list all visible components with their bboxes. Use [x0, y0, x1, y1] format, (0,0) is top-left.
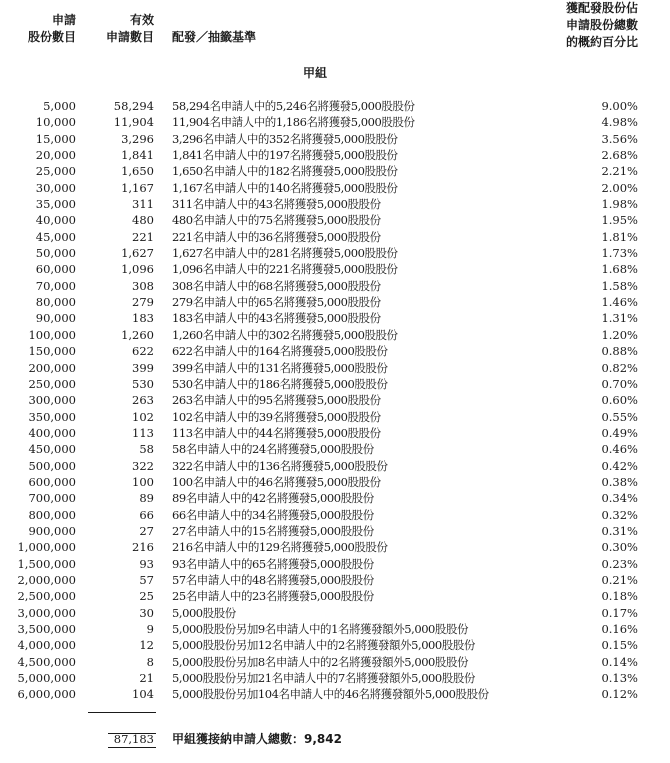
- percentage-cell: 1.95%: [601, 213, 638, 228]
- table-row: [0, 556, 670, 572]
- header-pct-line1: 獲配發股份佔: [565, 1, 638, 15]
- valid-applications-cell: 183: [132, 311, 154, 326]
- valid-applications-cell: 9: [146, 622, 154, 636]
- allotment-basis-cell: 1,650名申請人中的182名將獲發5,000股股份: [172, 164, 398, 179]
- valid-applications-cell: 322: [132, 458, 154, 473]
- shares-applied-cell: 15,000: [35, 131, 76, 146]
- percentage-cell: 1.46%: [601, 295, 638, 310]
- valid-applications-cell: 530: [132, 376, 154, 391]
- valid-applications-cell: 1,650: [121, 164, 154, 179]
- allotment-basis-cell: 279名申請人中的65名將獲發5,000股股份: [172, 295, 381, 310]
- percentage-cell: 1.98%: [601, 197, 638, 212]
- valid-applications-cell: 93: [139, 556, 154, 571]
- allotment-basis-cell: 1,627名申請人中的281名將獲發5,000股股份: [172, 246, 398, 261]
- shares-applied-cell: 1,000,000: [17, 540, 76, 555]
- allotment-basis-cell: 5,000股股份另加104名申請人中的46名將獲發額外5,000股股份: [172, 687, 489, 702]
- table-row: [0, 441, 670, 457]
- header-valid-line2: 申請數目: [105, 30, 154, 44]
- percentage-cell: 1.81%: [601, 229, 638, 244]
- percentage-cell: 0.49%: [601, 425, 638, 440]
- table-row: [0, 654, 670, 670]
- table-row: [0, 572, 670, 588]
- valid-applications-cell: 113: [132, 425, 154, 440]
- valid-applications-cell: 89: [139, 491, 154, 506]
- table-row: [0, 376, 670, 392]
- percentage-cell: 0.17%: [601, 605, 638, 620]
- shares-applied-cell: 3,000,000: [17, 605, 76, 620]
- percentage-cell: 3.56%: [601, 131, 638, 146]
- allotment-basis-cell: 530名申請人中的186名將獲發5,000股股份: [172, 376, 388, 391]
- percentage-cell: 0.32%: [601, 507, 638, 522]
- table-row: [0, 343, 670, 359]
- shares-applied-cell: 1,500,000: [17, 556, 76, 571]
- percentage-cell: 1.73%: [601, 246, 638, 261]
- percentage-cell: 0.12%: [601, 687, 638, 702]
- shares-applied-cell: 300,000: [28, 393, 76, 408]
- table-row: [0, 425, 670, 441]
- table-row: [0, 147, 670, 163]
- total-successful-applicants: 甲組獲接納申請人總數：9,842: [172, 732, 342, 746]
- allotment-basis-cell: 93名申請人中的65名將獲發5,000股股份: [172, 556, 374, 571]
- valid-applications-cell: 263: [132, 393, 154, 408]
- valid-applications-cell: 12: [139, 638, 154, 653]
- allotment-basis-cell: 622名申請人中的164名將獲發5,000股股份: [172, 344, 388, 359]
- header-allotment-basis: [172, 29, 256, 46]
- allotment-basis-cell: 5,000股股份另加8名申請人中的2名將獲發額外5,000股股份: [172, 654, 469, 669]
- percentage-cell: 0.82%: [601, 360, 638, 375]
- shares-applied-cell: 4,500,000: [17, 654, 76, 669]
- allotment-table: [0, 98, 670, 703]
- valid-applications-cell: 1,627: [121, 246, 154, 261]
- valid-applications-cell: 30: [139, 605, 154, 620]
- table-row: [0, 294, 670, 310]
- table-row: [0, 621, 670, 637]
- shares-applied-cell: 30,000: [35, 180, 76, 195]
- percentage-cell: 4.98%: [601, 115, 638, 130]
- table-row: [0, 114, 670, 130]
- percentage-cell: 1.20%: [601, 327, 638, 342]
- percentage-cell: 1.58%: [601, 278, 638, 293]
- shares-applied-cell: 400,000: [28, 425, 76, 440]
- table-row: [0, 392, 670, 408]
- allotment-basis-cell: 27名申請人中的15名將獲發5,000股股份: [172, 523, 374, 538]
- allotment-basis-cell: 308名申請人中的68名將獲發5,000股股份: [172, 278, 381, 293]
- allotment-basis-cell: 66名申請人中的34名將獲發5,000股股份: [172, 507, 374, 522]
- allotment-basis-cell: 102名申請人中的39名將獲發5,000股股份: [172, 409, 381, 424]
- valid-applications-cell: 58: [139, 442, 154, 457]
- total-rule: [88, 712, 156, 713]
- allotment-basis-cell: 5,000股股份另加21名申請人中的7名將獲發額外5,000股股份: [172, 671, 475, 686]
- percentage-cell: 2.21%: [601, 164, 638, 179]
- allotment-basis-cell: 89名申請人中的42名將獲發5,000股股份: [172, 491, 374, 506]
- percentage-cell: 0.42%: [601, 458, 638, 473]
- allotment-basis-cell: 58名申請人中的24名將獲發5,000股股份: [172, 442, 374, 457]
- allotment-basis-cell: 1,167名申請人中的140名將獲發5,000股股份: [172, 180, 398, 195]
- header-pct-line3: 的概約百分比: [565, 35, 638, 49]
- shares-applied-cell: 20,000: [35, 148, 76, 163]
- shares-applied-cell: 80,000: [35, 295, 76, 310]
- shares-applied-cell: 50,000: [35, 246, 76, 261]
- shares-applied-cell: 2,000,000: [17, 572, 76, 587]
- shares-applied-cell: 800,000: [28, 507, 76, 522]
- valid-applications-cell: 102: [132, 409, 154, 424]
- valid-applications-cell: 57: [139, 572, 154, 587]
- valid-applications-cell: 480: [132, 213, 154, 228]
- allotment-basis-cell: 399名申請人中的131名將獲發5,000股股份: [172, 360, 388, 375]
- shares-applied-cell: 5,000: [43, 99, 76, 113]
- percentage-cell: 0.15%: [601, 638, 638, 653]
- shares-applied-cell: 350,000: [28, 409, 76, 424]
- shares-applied-cell: 150,000: [28, 344, 76, 359]
- percentage-cell: 0.70%: [601, 376, 638, 391]
- shares-applied-cell: 250,000: [28, 376, 76, 391]
- allotment-basis-cell: 25名申請人中的23名將獲發5,000股股份: [172, 589, 374, 604]
- shares-applied-cell: 35,000: [35, 197, 76, 212]
- shares-applied-cell: 100,000: [28, 327, 76, 342]
- valid-applications-cell: 399: [132, 360, 154, 375]
- percentage-cell: 0.16%: [601, 622, 638, 636]
- table-row: [0, 261, 670, 277]
- percentage-cell: 0.13%: [601, 671, 638, 686]
- table-row: [0, 490, 670, 506]
- table-row: [0, 196, 670, 212]
- shares-applied-cell: 45,000: [35, 229, 76, 244]
- shares-applied-cell: 2,500,000: [17, 589, 76, 604]
- allotment-basis-cell: 322名申請人中的136名將獲發5,000股股份: [172, 458, 388, 473]
- table-row: [0, 245, 670, 261]
- valid-applications-cell: 1,841: [121, 148, 154, 163]
- valid-applications-cell: 1,260: [121, 327, 154, 342]
- percentage-cell: 0.88%: [601, 344, 638, 359]
- allotment-basis-cell: 11,904名申請人中的1,186名將獲發5,000股股份: [172, 115, 415, 130]
- percentage-cell: 0.14%: [601, 654, 638, 669]
- allotment-basis-cell: 1,096名申請人中的221名將獲發5,000股股份: [172, 262, 398, 277]
- allotment-basis-cell: 3,296名申請人中的352名將獲發5,000股股份: [172, 131, 398, 146]
- allotment-basis-cell: 5,000股股份另加9名申請人中的1名將獲發額外5,000股股份: [172, 622, 469, 636]
- header-shares-applied: [24, 12, 76, 46]
- allotment-basis-cell: 480名申請人中的75名將獲發5,000股股份: [172, 213, 381, 228]
- table-row: [0, 409, 670, 425]
- table-row: [0, 588, 670, 604]
- percentage-cell: 0.21%: [601, 572, 638, 587]
- table-row: [0, 458, 670, 474]
- shares-applied-cell: 900,000: [28, 523, 76, 538]
- valid-applications-cell: 311: [132, 197, 154, 212]
- table-row: [0, 670, 670, 686]
- percentage-cell: 2.68%: [601, 148, 638, 163]
- shares-applied-cell: 5,000,000: [17, 671, 76, 686]
- allotment-basis-cell: 221名申請人中的36名將獲發5,000股股份: [172, 229, 381, 244]
- valid-applications-cell: 1,167: [121, 180, 154, 195]
- percentage-cell: 0.30%: [601, 540, 638, 555]
- header-pct-line2: 申請股份總數: [565, 18, 638, 32]
- group-title: 甲組: [303, 66, 328, 80]
- table-row: [0, 98, 670, 114]
- percentage-cell: 1.31%: [601, 311, 638, 326]
- header-shares-line2: 股份數目: [27, 30, 76, 44]
- table-row: [0, 474, 670, 490]
- percentage-cell: 0.46%: [601, 442, 638, 457]
- table-row: [0, 605, 670, 621]
- valid-applications-cell: 3,296: [121, 131, 154, 146]
- percentage-cell: 0.60%: [601, 393, 638, 408]
- percentage-cell: 0.23%: [601, 556, 638, 571]
- allotment-basis-cell: 311名申請人中的43名將獲發5,000股股份: [172, 197, 381, 212]
- valid-applications-cell: 25: [139, 589, 154, 604]
- allotment-basis-cell: 1,841名申請人中的197名將獲發5,000股股份: [172, 148, 398, 163]
- valid-applications-cell: 622: [132, 344, 154, 359]
- percentage-cell: 0.38%: [601, 474, 638, 489]
- table-row: [0, 637, 670, 653]
- percentage-cell: 1.68%: [601, 262, 638, 277]
- table-row: [0, 360, 670, 376]
- percentage-cell: 2.00%: [601, 180, 638, 195]
- shares-applied-cell: 3,500,000: [17, 622, 76, 636]
- header-valid-applications: [100, 12, 154, 46]
- table-row: [0, 278, 670, 294]
- valid-applications-cell: 27: [139, 523, 154, 538]
- allotment-basis-cell: 5,000股股份另加12名申請人中的2名將獲發額外5,000股股份: [172, 638, 475, 653]
- valid-applications-cell: 11,904: [113, 115, 154, 130]
- table-row: [0, 523, 670, 539]
- table-row: [0, 180, 670, 196]
- valid-applications-cell: 58,294: [113, 99, 154, 113]
- header-basis-label: 配發／抽籤基準: [172, 30, 257, 44]
- table-row: [0, 686, 670, 702]
- allotment-basis-cell: 183名申請人中的43名將獲發5,000股股份: [172, 311, 381, 326]
- table-row: [0, 539, 670, 555]
- percentage-cell: 9.00%: [601, 99, 638, 113]
- valid-applications-cell: 104: [132, 687, 154, 702]
- allotment-basis-cell: 100名申請人中的46名將獲發5,000股股份: [172, 474, 381, 489]
- table-row: [0, 131, 670, 147]
- shares-applied-cell: 500,000: [28, 458, 76, 473]
- table-row: [0, 507, 670, 523]
- valid-applications-cell: 221: [132, 229, 154, 244]
- shares-applied-cell: 90,000: [35, 311, 76, 326]
- shares-applied-cell: 40,000: [35, 213, 76, 228]
- shares-applied-cell: 4,000,000: [17, 638, 76, 653]
- valid-applications-cell: 100: [132, 474, 154, 489]
- shares-applied-cell: 200,000: [28, 360, 76, 375]
- table-row: [0, 163, 670, 179]
- valid-applications-cell: 21: [139, 671, 154, 686]
- shares-applied-cell: 10,000: [35, 115, 76, 130]
- shares-applied-cell: 60,000: [35, 262, 76, 277]
- table-row: [0, 310, 670, 326]
- header-shares-line1: 申請: [51, 13, 76, 27]
- shares-applied-cell: 70,000: [35, 278, 76, 293]
- percentage-cell: 0.34%: [601, 491, 638, 506]
- shares-applied-cell: 700,000: [28, 491, 76, 506]
- valid-applications-cell: 8: [146, 654, 154, 669]
- percentage-cell: 0.18%: [601, 589, 638, 604]
- allotment-basis-cell: 58,294名申請人中的5,246名將獲發5,000股股份: [172, 99, 415, 113]
- allotment-basis-cell: 263名申請人中的95名將獲發5,000股股份: [172, 393, 381, 408]
- table-row: [0, 327, 670, 343]
- allotment-basis-cell: 1,260名申請人中的302名將獲發5,000股股份: [172, 327, 398, 342]
- shares-applied-cell: 6,000,000: [17, 687, 76, 702]
- percentage-cell: 0.55%: [601, 409, 638, 424]
- valid-applications-cell: 1,096: [121, 262, 154, 277]
- shares-applied-cell: 450,000: [28, 442, 76, 457]
- valid-applications-cell: 308: [132, 278, 154, 293]
- shares-applied-cell: 25,000: [35, 164, 76, 179]
- allotment-basis-cell: 113名申請人中的44名將獲發5,000股股份: [172, 425, 381, 440]
- table-row: [0, 229, 670, 245]
- header-valid-line1: 有效: [129, 13, 154, 27]
- valid-applications-cell: 279: [132, 295, 154, 310]
- percentage-cell: 0.31%: [601, 523, 638, 538]
- header-percentage: [540, 0, 638, 51]
- allotment-basis-cell: 216名申請人中的129名將獲發5,000股股份: [172, 540, 388, 555]
- table-row: [0, 212, 670, 228]
- total-valid-applications: 87,183: [113, 732, 154, 746]
- allotment-basis-cell: 57名申請人中的48名將獲發5,000股股份: [172, 572, 374, 587]
- valid-applications-cell: 216: [132, 540, 154, 555]
- allotment-basis-cell: 5,000股股份: [172, 605, 236, 620]
- shares-applied-cell: 600,000: [28, 474, 76, 489]
- valid-applications-cell: 66: [139, 507, 154, 522]
